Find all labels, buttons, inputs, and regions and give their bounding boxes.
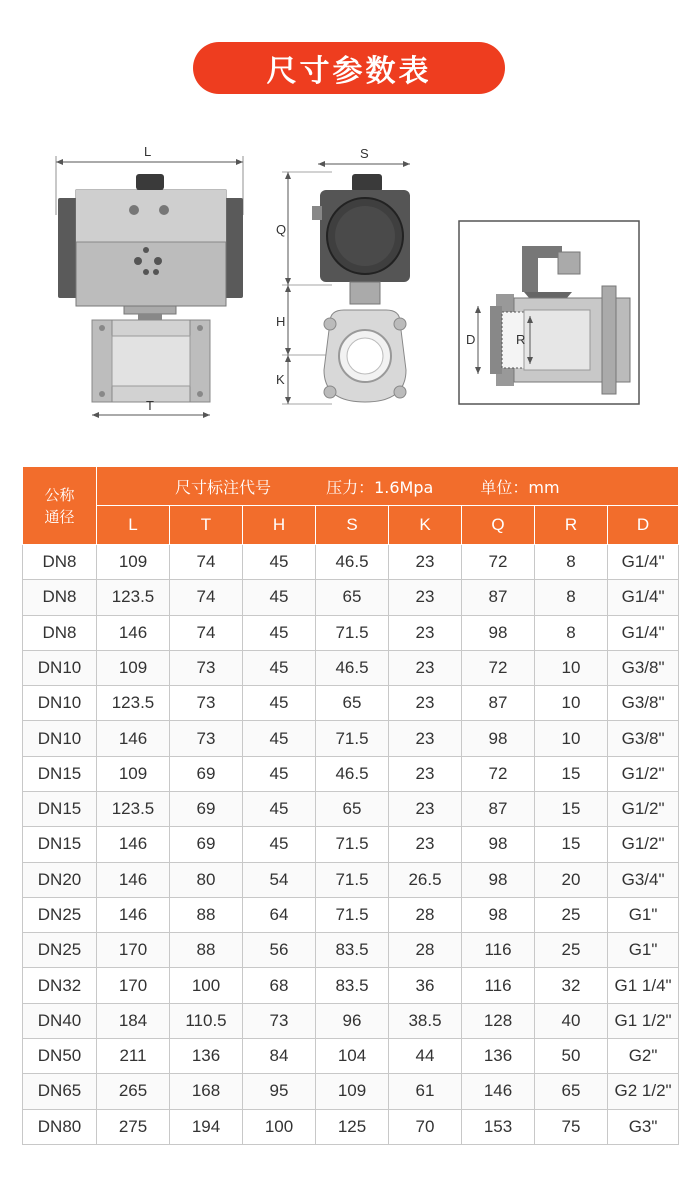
- page-title: 尺寸参数表: [193, 42, 505, 94]
- table-cell: 23: [389, 756, 462, 791]
- table-cell: 146: [97, 897, 170, 932]
- nominal-diameter-cell: DN15: [23, 827, 97, 862]
- table-row: [23, 721, 679, 756]
- table-body: [23, 545, 679, 1145]
- nominal-diameter-cell: DN10: [23, 650, 97, 685]
- table-cell: 28: [389, 897, 462, 932]
- table-cell: 98: [462, 721, 535, 756]
- dim-label-K: K: [276, 372, 285, 387]
- table-row: [23, 862, 679, 897]
- table-header-row: [23, 467, 679, 506]
- table-cell: 45: [243, 545, 316, 580]
- table-cell: 61: [389, 1074, 462, 1109]
- table-cell: G1/4": [608, 545, 679, 580]
- table-row: [23, 1003, 679, 1038]
- table-cell: 69: [170, 791, 243, 826]
- table-cell: 87: [462, 580, 535, 615]
- table-cell: 71.5: [316, 827, 389, 862]
- table-cell: 65: [316, 686, 389, 721]
- table-cell: 71.5: [316, 615, 389, 650]
- table-row: [23, 968, 679, 1003]
- table-cell: 88: [170, 897, 243, 932]
- column-header-K: K: [389, 506, 462, 545]
- column-header-R: R: [535, 506, 608, 545]
- table-cell: 146: [97, 721, 170, 756]
- table-cell: 38.5: [389, 1003, 462, 1038]
- header-unit: 单位：mm: [480, 477, 560, 497]
- table-cell: G2": [608, 1038, 679, 1073]
- table-cell: 45: [243, 650, 316, 685]
- column-header-S: S: [316, 506, 389, 545]
- table-cell: 211: [97, 1038, 170, 1073]
- table-cell: 74: [170, 545, 243, 580]
- corner-label-line2: 通径: [44, 507, 75, 526]
- nominal-diameter-cell: DN80: [23, 1109, 97, 1145]
- nominal-diameter-cell: DN65: [23, 1074, 97, 1109]
- table-row: [23, 1038, 679, 1073]
- table-cell: 84: [243, 1038, 316, 1073]
- dim-label-H: H: [276, 314, 286, 329]
- table-cell: 10: [535, 650, 608, 685]
- table-cell: G1/2": [608, 827, 679, 862]
- table-cell: 71.5: [316, 721, 389, 756]
- table-cell: 65: [316, 580, 389, 615]
- table-cell: 184: [97, 1003, 170, 1038]
- table-cell: 8: [535, 545, 608, 580]
- table-cell: 109: [97, 545, 170, 580]
- table-cell: 71.5: [316, 897, 389, 932]
- table-cell: 68: [243, 968, 316, 1003]
- table-row: [23, 650, 679, 685]
- table-cell: 23: [389, 615, 462, 650]
- table-cell: 40: [535, 1003, 608, 1038]
- table-cell: 125: [316, 1109, 389, 1145]
- table-cell: 72: [462, 545, 535, 580]
- nominal-diameter-cell: DN15: [23, 756, 97, 791]
- table-cell: 168: [170, 1074, 243, 1109]
- header-title: 尺寸标注代号: [175, 477, 272, 497]
- table-cell: 45: [243, 756, 316, 791]
- front-view-drawing: [48, 140, 258, 430]
- table-cell: 275: [97, 1109, 170, 1145]
- table-cell: 95: [243, 1074, 316, 1109]
- table-cell: 36: [389, 968, 462, 1003]
- nominal-diameter-header: [23, 467, 97, 545]
- table-cell: G3/8": [608, 686, 679, 721]
- side-view-drawing: [272, 140, 442, 410]
- table-row: [23, 827, 679, 862]
- table-cell: 116: [462, 968, 535, 1003]
- table-cell: G3": [608, 1109, 679, 1145]
- table-cell: G3/8": [608, 650, 679, 685]
- table-cell: 110.5: [170, 1003, 243, 1038]
- table-cell: 23: [389, 580, 462, 615]
- table-cell: 265: [97, 1074, 170, 1109]
- table-cell: 64: [243, 897, 316, 932]
- nominal-diameter-cell: DN25: [23, 897, 97, 932]
- table-cell: 136: [462, 1038, 535, 1073]
- column-header-L: L: [97, 506, 170, 545]
- table-cell: 80: [170, 862, 243, 897]
- nominal-diameter-cell: DN32: [23, 968, 97, 1003]
- nominal-diameter-cell: DN50: [23, 1038, 97, 1073]
- table-cell: 23: [389, 721, 462, 756]
- table-cell: 73: [243, 1003, 316, 1038]
- table-cell: 96: [316, 1003, 389, 1038]
- table-cell: G2 1/2": [608, 1074, 679, 1109]
- table-cell: 28: [389, 933, 462, 968]
- dim-label-L: L: [144, 144, 152, 159]
- table-cell: 45: [243, 686, 316, 721]
- table-cell: 109: [316, 1074, 389, 1109]
- table-cell: 146: [97, 615, 170, 650]
- table-column-header-row: [23, 506, 679, 545]
- table-cell: 123.5: [97, 686, 170, 721]
- table-cell: 74: [170, 615, 243, 650]
- nominal-diameter-cell: DN25: [23, 933, 97, 968]
- table-row: [23, 897, 679, 932]
- table-cell: 98: [462, 897, 535, 932]
- column-header-H: H: [243, 506, 316, 545]
- nominal-diameter-cell: DN15: [23, 791, 97, 826]
- table-cell: 10: [535, 721, 608, 756]
- table-row: [23, 791, 679, 826]
- nominal-diameter-cell: DN8: [23, 545, 97, 580]
- table-cell: 46.5: [316, 756, 389, 791]
- table-cell: 15: [535, 827, 608, 862]
- nominal-diameter-cell: DN10: [23, 686, 97, 721]
- table-cell: 74: [170, 580, 243, 615]
- table-cell: 98: [462, 827, 535, 862]
- table-cell: G1/2": [608, 791, 679, 826]
- table-cell: 15: [535, 791, 608, 826]
- table-cell: G1 1/2": [608, 1003, 679, 1038]
- table-row: [23, 580, 679, 615]
- section-view-drawing: [458, 220, 642, 406]
- nominal-diameter-cell: DN8: [23, 580, 97, 615]
- table-cell: 83.5: [316, 933, 389, 968]
- table-cell: 136: [170, 1038, 243, 1073]
- table-cell: 123.5: [97, 580, 170, 615]
- table-cell: 153: [462, 1109, 535, 1145]
- table-row: [23, 933, 679, 968]
- nominal-diameter-cell: DN10: [23, 721, 97, 756]
- dim-label-R: R: [516, 332, 526, 347]
- nominal-diameter-cell: DN20: [23, 862, 97, 897]
- table-cell: 69: [170, 827, 243, 862]
- table-cell: 69: [170, 756, 243, 791]
- table-cell: 23: [389, 686, 462, 721]
- table-cell: 23: [389, 791, 462, 826]
- table-cell: 65: [535, 1074, 608, 1109]
- column-header-D: D: [608, 506, 679, 545]
- table-cell: 146: [97, 827, 170, 862]
- corner-label-line1: 公称: [44, 485, 75, 504]
- table-cell: 8: [535, 615, 608, 650]
- table-cell: 54: [243, 862, 316, 897]
- table-cell: 20: [535, 862, 608, 897]
- table-cell: 104: [316, 1038, 389, 1073]
- table-cell: 146: [97, 862, 170, 897]
- table-cell: 45: [243, 791, 316, 826]
- table-cell: 70: [389, 1109, 462, 1145]
- table-cell: G3/8": [608, 721, 679, 756]
- table-cell: 170: [97, 968, 170, 1003]
- table-cell: 100: [243, 1109, 316, 1145]
- table-cell: 116: [462, 933, 535, 968]
- table-cell: 45: [243, 721, 316, 756]
- dim-label-D: D: [466, 332, 476, 347]
- table-cell: 32: [535, 968, 608, 1003]
- header-pressure: 压力：1.6Mpa: [326, 477, 434, 497]
- table-cell: G1": [608, 933, 679, 968]
- table-cell: 23: [389, 650, 462, 685]
- table-cell: 128: [462, 1003, 535, 1038]
- table-cell: 25: [535, 897, 608, 932]
- table-row: [23, 1074, 679, 1109]
- table-cell: 26.5: [389, 862, 462, 897]
- table-row: [23, 615, 679, 650]
- table-cell: G1/4": [608, 580, 679, 615]
- table-row: [23, 1109, 679, 1145]
- table-cell: 109: [97, 650, 170, 685]
- table-cell: G1": [608, 897, 679, 932]
- table-cell: G1/2": [608, 756, 679, 791]
- table-cell: 50: [535, 1038, 608, 1073]
- table-cell: 56: [243, 933, 316, 968]
- table-cell: 73: [170, 686, 243, 721]
- dim-label-S: S: [360, 146, 369, 161]
- table-cell: 88: [170, 933, 243, 968]
- table-cell: 65: [316, 791, 389, 826]
- table-cell: G3/4": [608, 862, 679, 897]
- table-cell: 146: [462, 1074, 535, 1109]
- table-cell: 8: [535, 580, 608, 615]
- table-cell: 98: [462, 615, 535, 650]
- table-cell: 10: [535, 686, 608, 721]
- column-header-T: T: [170, 506, 243, 545]
- table-row: [23, 686, 679, 721]
- table-cell: 75: [535, 1109, 608, 1145]
- nominal-diameter-cell: DN8: [23, 615, 97, 650]
- table-cell: 109: [97, 756, 170, 791]
- table-cell: 73: [170, 721, 243, 756]
- table-row: [23, 545, 679, 580]
- table-cell: 73: [170, 650, 243, 685]
- table-cell: 123.5: [97, 791, 170, 826]
- table-cell: 45: [243, 615, 316, 650]
- table-cell: 46.5: [316, 650, 389, 685]
- table-cell: 87: [462, 791, 535, 826]
- table-cell: 194: [170, 1109, 243, 1145]
- table-cell: 100: [170, 968, 243, 1003]
- table-cell: G1/4": [608, 615, 679, 650]
- dimension-spec-table: [22, 466, 679, 1145]
- dim-label-T: T: [146, 398, 154, 413]
- table-cell: G1 1/4": [608, 968, 679, 1003]
- dim-label-Q: Q: [276, 222, 287, 237]
- table-cell: 98: [462, 862, 535, 897]
- table-cell: 25: [535, 933, 608, 968]
- table-cell: 72: [462, 756, 535, 791]
- table-cell: 45: [243, 580, 316, 615]
- table-cell: 83.5: [316, 968, 389, 1003]
- table-cell: 71.5: [316, 862, 389, 897]
- table-row: [23, 756, 679, 791]
- table-group-header: [97, 467, 679, 506]
- column-header-Q: Q: [462, 506, 535, 545]
- table-cell: 87: [462, 686, 535, 721]
- table-cell: 46.5: [316, 545, 389, 580]
- table-cell: 72: [462, 650, 535, 685]
- table-cell: 23: [389, 545, 462, 580]
- table-cell: 15: [535, 756, 608, 791]
- table-cell: 170: [97, 933, 170, 968]
- table-cell: 23: [389, 827, 462, 862]
- nominal-diameter-cell: DN40: [23, 1003, 97, 1038]
- table-cell: 44: [389, 1038, 462, 1073]
- table-cell: 45: [243, 827, 316, 862]
